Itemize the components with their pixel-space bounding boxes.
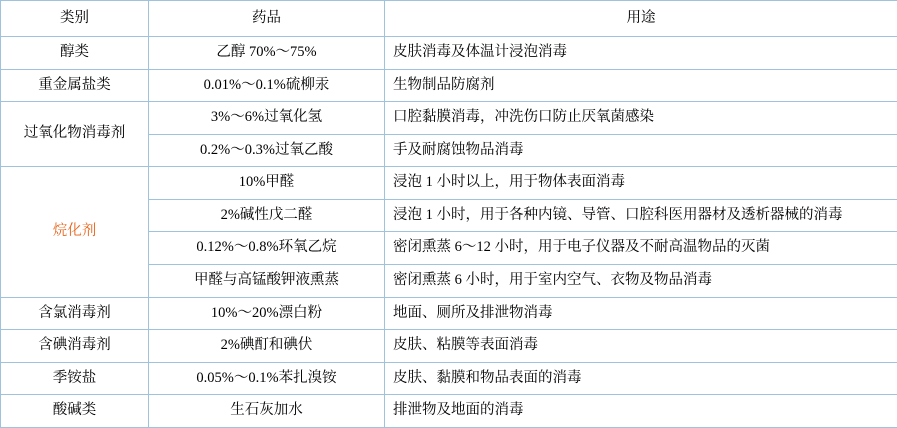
cell-category: 过氧化物消毒剂 bbox=[1, 102, 149, 167]
cell-use: 口腔黏膜消毒，冲洗伤口防止厌氧菌感染 bbox=[385, 102, 897, 135]
cell-drug: 0.12%～0.8%环氧乙烷 bbox=[149, 232, 385, 265]
table-row bbox=[1, 362, 897, 395]
cell-drug: 甲醛与高锰酸钾液熏蒸 bbox=[149, 264, 385, 297]
cell-category: 含碘消毒剂 bbox=[1, 330, 149, 363]
cell-drug: 0.01%～0.1%硫柳汞 bbox=[149, 69, 385, 102]
cell-use: 手及耐腐蚀物品消毒 bbox=[385, 134, 897, 167]
cell-drug: 0.05%～0.1%苯扎溴铵 bbox=[149, 362, 385, 395]
cell-category: 季铵盐 bbox=[1, 362, 149, 395]
cell-drug: 10%甲醛 bbox=[149, 167, 385, 200]
table-row bbox=[1, 395, 897, 428]
cell-use: 浸泡 1 小时，用于各种内镜、导管、口腔科医用器材及透析器械的消毒 bbox=[385, 199, 897, 232]
column-header-drug: 药品 bbox=[149, 1, 385, 37]
cell-drug: 2%碱性戊二醛 bbox=[149, 199, 385, 232]
cell-drug: 10%～20%漂白粉 bbox=[149, 297, 385, 330]
table-body bbox=[1, 37, 897, 428]
cell-drug: 3%～6%过氧化氢 bbox=[149, 102, 385, 135]
table-header bbox=[1, 1, 897, 37]
cell-use: 皮肤、粘膜等表面消毒 bbox=[385, 330, 897, 363]
table-row bbox=[1, 330, 897, 363]
cell-use: 浸泡 1 小时以上，用于物体表面消毒 bbox=[385, 167, 897, 200]
cell-category: 醇类 bbox=[1, 37, 149, 70]
column-header-category: 类别 bbox=[1, 1, 149, 37]
cell-category: 酸碱类 bbox=[1, 395, 149, 428]
table-row bbox=[1, 102, 897, 135]
cell-use: 生物制品防腐剂 bbox=[385, 69, 897, 102]
cell-category: 含氯消毒剂 bbox=[1, 297, 149, 330]
cell-use: 密闭熏蒸 6～12 小时，用于电子仪器及不耐高温物品的灭菌 bbox=[385, 232, 897, 265]
table-row bbox=[1, 297, 897, 330]
cell-use: 密闭熏蒸 6 小时，用于室内空气、衣物及物品消毒 bbox=[385, 264, 897, 297]
table-row bbox=[1, 69, 897, 102]
column-header-use: 用途 bbox=[385, 1, 897, 37]
cell-use: 皮肤消毒及体温计浸泡消毒 bbox=[385, 37, 897, 70]
table-header-row bbox=[1, 1, 897, 37]
table-row bbox=[1, 167, 897, 200]
cell-drug: 0.2%～0.3%过氧乙酸 bbox=[149, 134, 385, 167]
cell-drug: 生石灰加水 bbox=[149, 395, 385, 428]
cell-drug: 乙醇 70%～75% bbox=[149, 37, 385, 70]
cell-category: 重金属盐类 bbox=[1, 69, 149, 102]
cell-use: 皮肤、黏膜和物品表面的消毒 bbox=[385, 362, 897, 395]
cell-category: 烷化剂 bbox=[1, 167, 149, 297]
cell-use: 排泄物及地面的消毒 bbox=[385, 395, 897, 428]
cell-drug: 2%碘酊和碘伏 bbox=[149, 330, 385, 363]
cell-use: 地面、厕所及排泄物消毒 bbox=[385, 297, 897, 330]
table-row bbox=[1, 37, 897, 70]
